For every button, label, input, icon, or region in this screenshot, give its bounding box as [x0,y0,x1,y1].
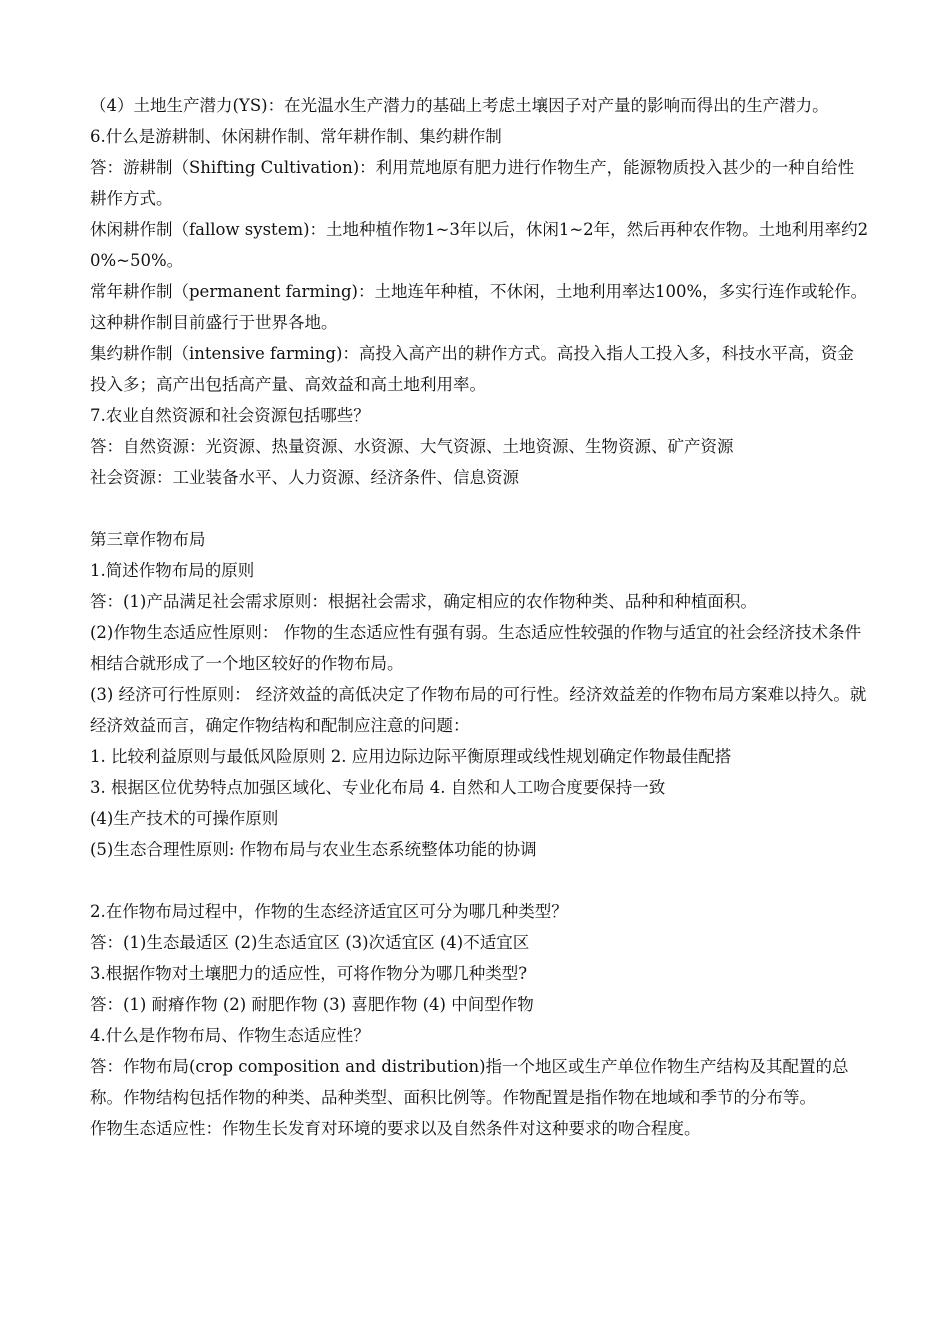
paragraph-soil-potential: （4）土地生产潜力(YS)：在光温水生产潜力的基础上考虑土壤因子对产量的影响而得出的生产潜力。 [90,96,829,115]
answer-crop-layout: 答：作物布局(crop composition and distribution)指一个地区或生产单位作物生产结构及其配置的总称。作物结构包括作物的种类、品种类型、面积比例等。作物配置是指作物在地域和季节的分布等。 [90,1057,849,1107]
answer-3: 答：(1) 耐瘠作物 (2) 耐肥作物 (3) 喜肥作物 (4) 中间型作物 [90,995,534,1014]
principle-2: (2)作物生态适应性原则： 作物的生态适应性有强有弱。生态适应性较强的作物与适宜的社会经济技术条件相结合就形成了一个地区较好的作物布局。 [90,623,862,673]
sub-point-3-4: 3. 根据区位优势特点加强区域化、专业化布局 4. 自然和人工吻合度要保持一致 [90,778,666,797]
question-2: 2.在作物布局过程中，作物的生态经济适宜区可分为哪几种类型？ [90,902,568,921]
question-3: 3.根据作物对土壤肥力的适应性，可将作物分为哪几种类型? [90,964,528,983]
question-1: 1.简述作物布局的原则 [90,561,255,580]
paragraph-ecological-adaptability: 作物生态适应性：作物生长发育对环境的要求以及自然条件对这种要求的吻合程度。 [90,1119,701,1138]
answer-principle-1: 答：(1)产品满足社会需求原则：根据社会需求，确定相应的农作物种类、品种和种植面积。 [90,592,757,611]
question-4: 4.什么是作物布局、作物生态适应性？ [90,1026,370,1045]
answer-2: 答：(1)生态最适区 (2)生态适宜区 (3)次适宜区 (4)不适宜区 [90,933,530,952]
paragraph-intensive-farming: 集约耕作制（intensive farming)：高投入高产出的耕作方式。高投入指人工投入多，科技水平高，资金投入多；高产出包括高产量、高效益和高土地利用率。 [90,344,854,394]
sub-point-1-2: 1. 比较利益原则与最低风险原则 2. 应用边际边际平衡原理或线性规划确定作物最佳配搭 [90,747,732,766]
principle-4: (4)生产技术的可操作原则 [90,809,279,828]
paragraph-permanent-farming: 常年耕作制（permanent farming)：土地连年种植，不休闲，土地利用率达100%，多实行连作或轮作。这种耕作制目前盛行于世界各地。 [90,282,868,332]
blank-line [90,865,870,896]
answer-natural-resources: 答：自然资源：光资源、热量资源、水资源、大气资源、土地资源、生物资源、矿产资源 [90,437,734,456]
principle-3: (3) 经济可行性原则： 经济效益的高低决定了作物布局的可行性。经济效益差的作物布局方案难以持久。就经济效益而言，确定作物结构和配制应注意的问题： [90,685,867,735]
document-body [90,90,870,1144]
paragraph-fallow-system: 休闲耕作制（fallow system)：土地种植作物1~3年以后，休闲1~2年，然后再种农作物。土地利用率约20%~50%。 [90,220,869,270]
chapter-heading: 第三章作物布局 [90,530,206,549]
principle-5: (5)生态合理性原则: 作物布局与农业生态系统整体功能的协调 [90,840,537,859]
question-7: 7.农业自然资源和社会资源包括哪些？ [90,406,370,425]
answer-shifting-cultivation: 答：游耕制（Shifting Cultivation)：利用荒地原有肥力进行作物生产，能源物质投入甚少的一种自给性耕作方式。 [90,158,855,208]
question-6: 6.什么是游耕制、休闲耕作制、常年耕作制、集约耕作制 [90,127,502,146]
blank-line [90,493,870,524]
paragraph-social-resources: 社会资源：工业装备水平、人力资源、经济条件、信息资源 [90,468,519,487]
